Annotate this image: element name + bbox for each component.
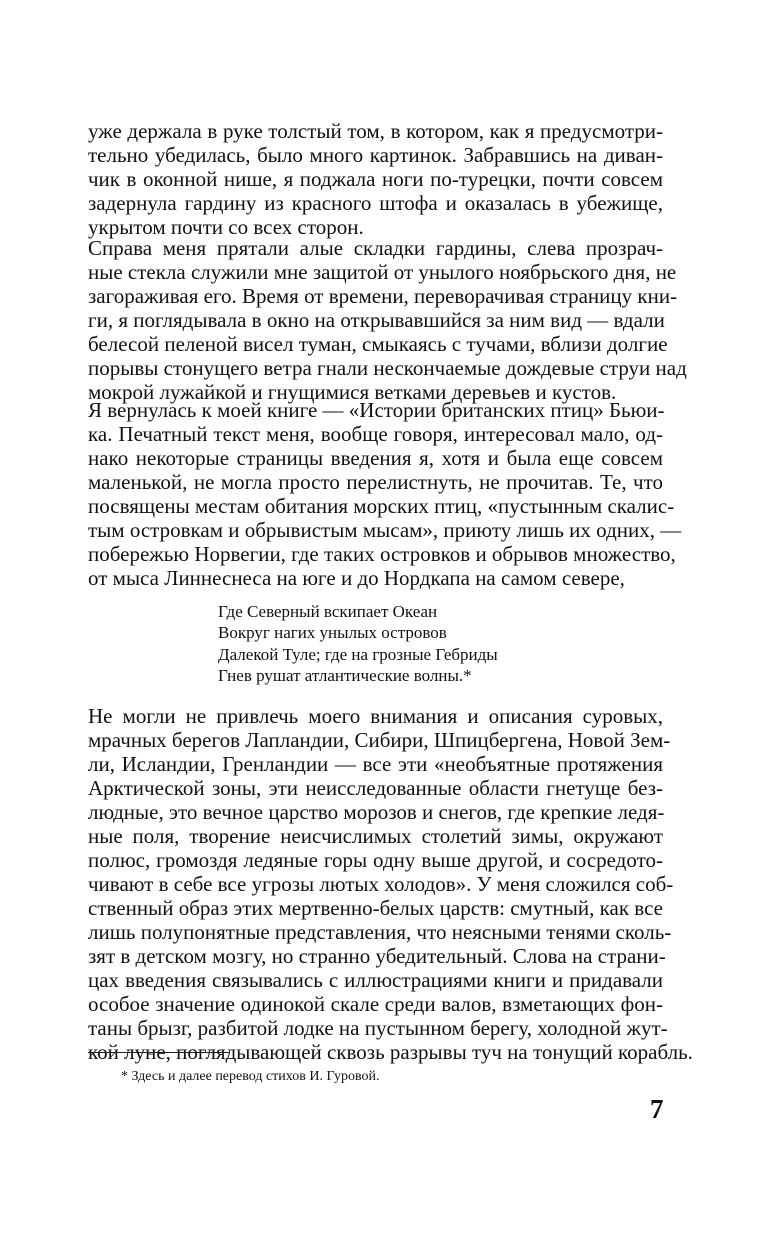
text-line: нако некоторые страницы введения я, хотя и была еще совсем (88, 446, 663, 470)
text-line: кой луне, поглядывающей сквозь разрывы туч на тонущий корабль. (88, 1040, 693, 1064)
text-line: полюс, громоздя ледяные горы одну выше другой, и сосредото- (88, 848, 663, 872)
text-line: от мыса Линнеснеса на юге и до Нордкапа на самом севере, (88, 566, 625, 590)
footnote: * Здесь и далее перевод стихов И. Гуровой. (121, 1069, 380, 1084)
paragraph-3 (88, 398, 682, 590)
text-line: задернула гардину из красного штофа и оказалась в убежище, (88, 191, 663, 215)
text-line: ные стекла служили мне защитой от унылого ноябрьского дня, не (88, 260, 677, 284)
text-line: Где Северный вскипает Океан (218, 602, 438, 621)
text-line: посвящены местам обитания морских птиц, «пустынным скалис- (88, 494, 675, 518)
text-line: укрытом почти со всех сторон. (88, 215, 364, 239)
page-number: 7 (650, 1094, 664, 1124)
text-line: Гнев рушат атлантические волны.* (218, 665, 472, 685)
text-line: ка. Печатный текст меня, вообще говоря, интересовал мало, од- (88, 422, 663, 446)
verse-quote (218, 601, 498, 686)
text-line: мрачных берегов Лапландии, Сибири, Шпицбергена, Новой Зем- (88, 728, 671, 752)
text-line: Вокруг нагих унылых островов (218, 623, 447, 643)
text-line: Не могли не привлечь моего внимания и описания суровых, (88, 704, 663, 728)
footnote-rule (88, 1052, 229, 1053)
text-line: уже держала в руке толстый том, в котором, как я предусмотри- (88, 119, 663, 143)
text-line: ные поля, творение неисчислимых столетий зимы, окружают (88, 824, 663, 848)
text-line: тым островкам и обрывистым мысам», приюту лишь их одних, — (88, 518, 682, 542)
text-line: ственный образ этих мертвенно-белых царств: смутный, как все (88, 896, 663, 920)
text-line: чик в оконной нише, я поджала ноги по-турецки, почти совсем (88, 167, 663, 191)
text-line: людные, это вечное царство морозов и снегов, где крепкие ледя- (88, 800, 665, 824)
text-line: мокрой лужайкой и гнущимися ветками деревьев и кустов. (88, 380, 617, 404)
text-line: Далекой Туле; где на грозные Гебриды (218, 644, 498, 664)
text-line: Арктической зоны, эти неисследованные области гнетуще без- (88, 776, 663, 800)
text-line: побережью Норвегии, где таких островков и обрывов множество, (88, 542, 676, 566)
text-line: таны брызг, разбитой лодке на пустынном берегу, холодной жут- (88, 1016, 668, 1040)
text-line: цах введения связывались с иллюстрациями книги и придавали (88, 968, 663, 992)
paragraph-1 (88, 119, 663, 239)
paragraph-4 (88, 704, 693, 1064)
text-line: белесой пеленой висел туман, смыкаясь с тучами, вблизи долгие (88, 332, 668, 356)
text-line: маленькой, не могла просто перелистнуть, не прочитав. Те, что (88, 470, 663, 494)
text-line: зят в детском мозгу, но странно убедительный. Слова на страни- (88, 944, 666, 968)
text-line: ли, Исландии, Гренландии — все эти «необъятные протяжения (88, 752, 663, 776)
text-line: чивают в себе все угрозы лютых холодов». У меня сложился соб- (88, 872, 674, 896)
text-line: тельно убедилась, было много картинок. Забравшись на диван- (88, 143, 663, 167)
text-line: Я вернулась к моей книге — «Истории британских птиц» Бьюи- (88, 398, 665, 422)
text-line: лишь полупонятные представления, что неясными тенями сколь- (88, 920, 672, 944)
text-line: Справа меня прятали алые складки гардины, слева прозрач- (88, 236, 663, 260)
text-line: порывы стонущего ветра гнали нескончаемые дождевые струи над (88, 356, 687, 380)
text-line: загораживая его. Время от времени, переворачивая страницу кни- (88, 284, 678, 308)
paragraph-2 (88, 236, 687, 404)
text-line: ги, я поглядывала в окно на открывавшийся за ним вид — вдали (88, 308, 665, 332)
text-line: особое значение одинокой скале среди валов, взметающих фон- (88, 992, 663, 1016)
